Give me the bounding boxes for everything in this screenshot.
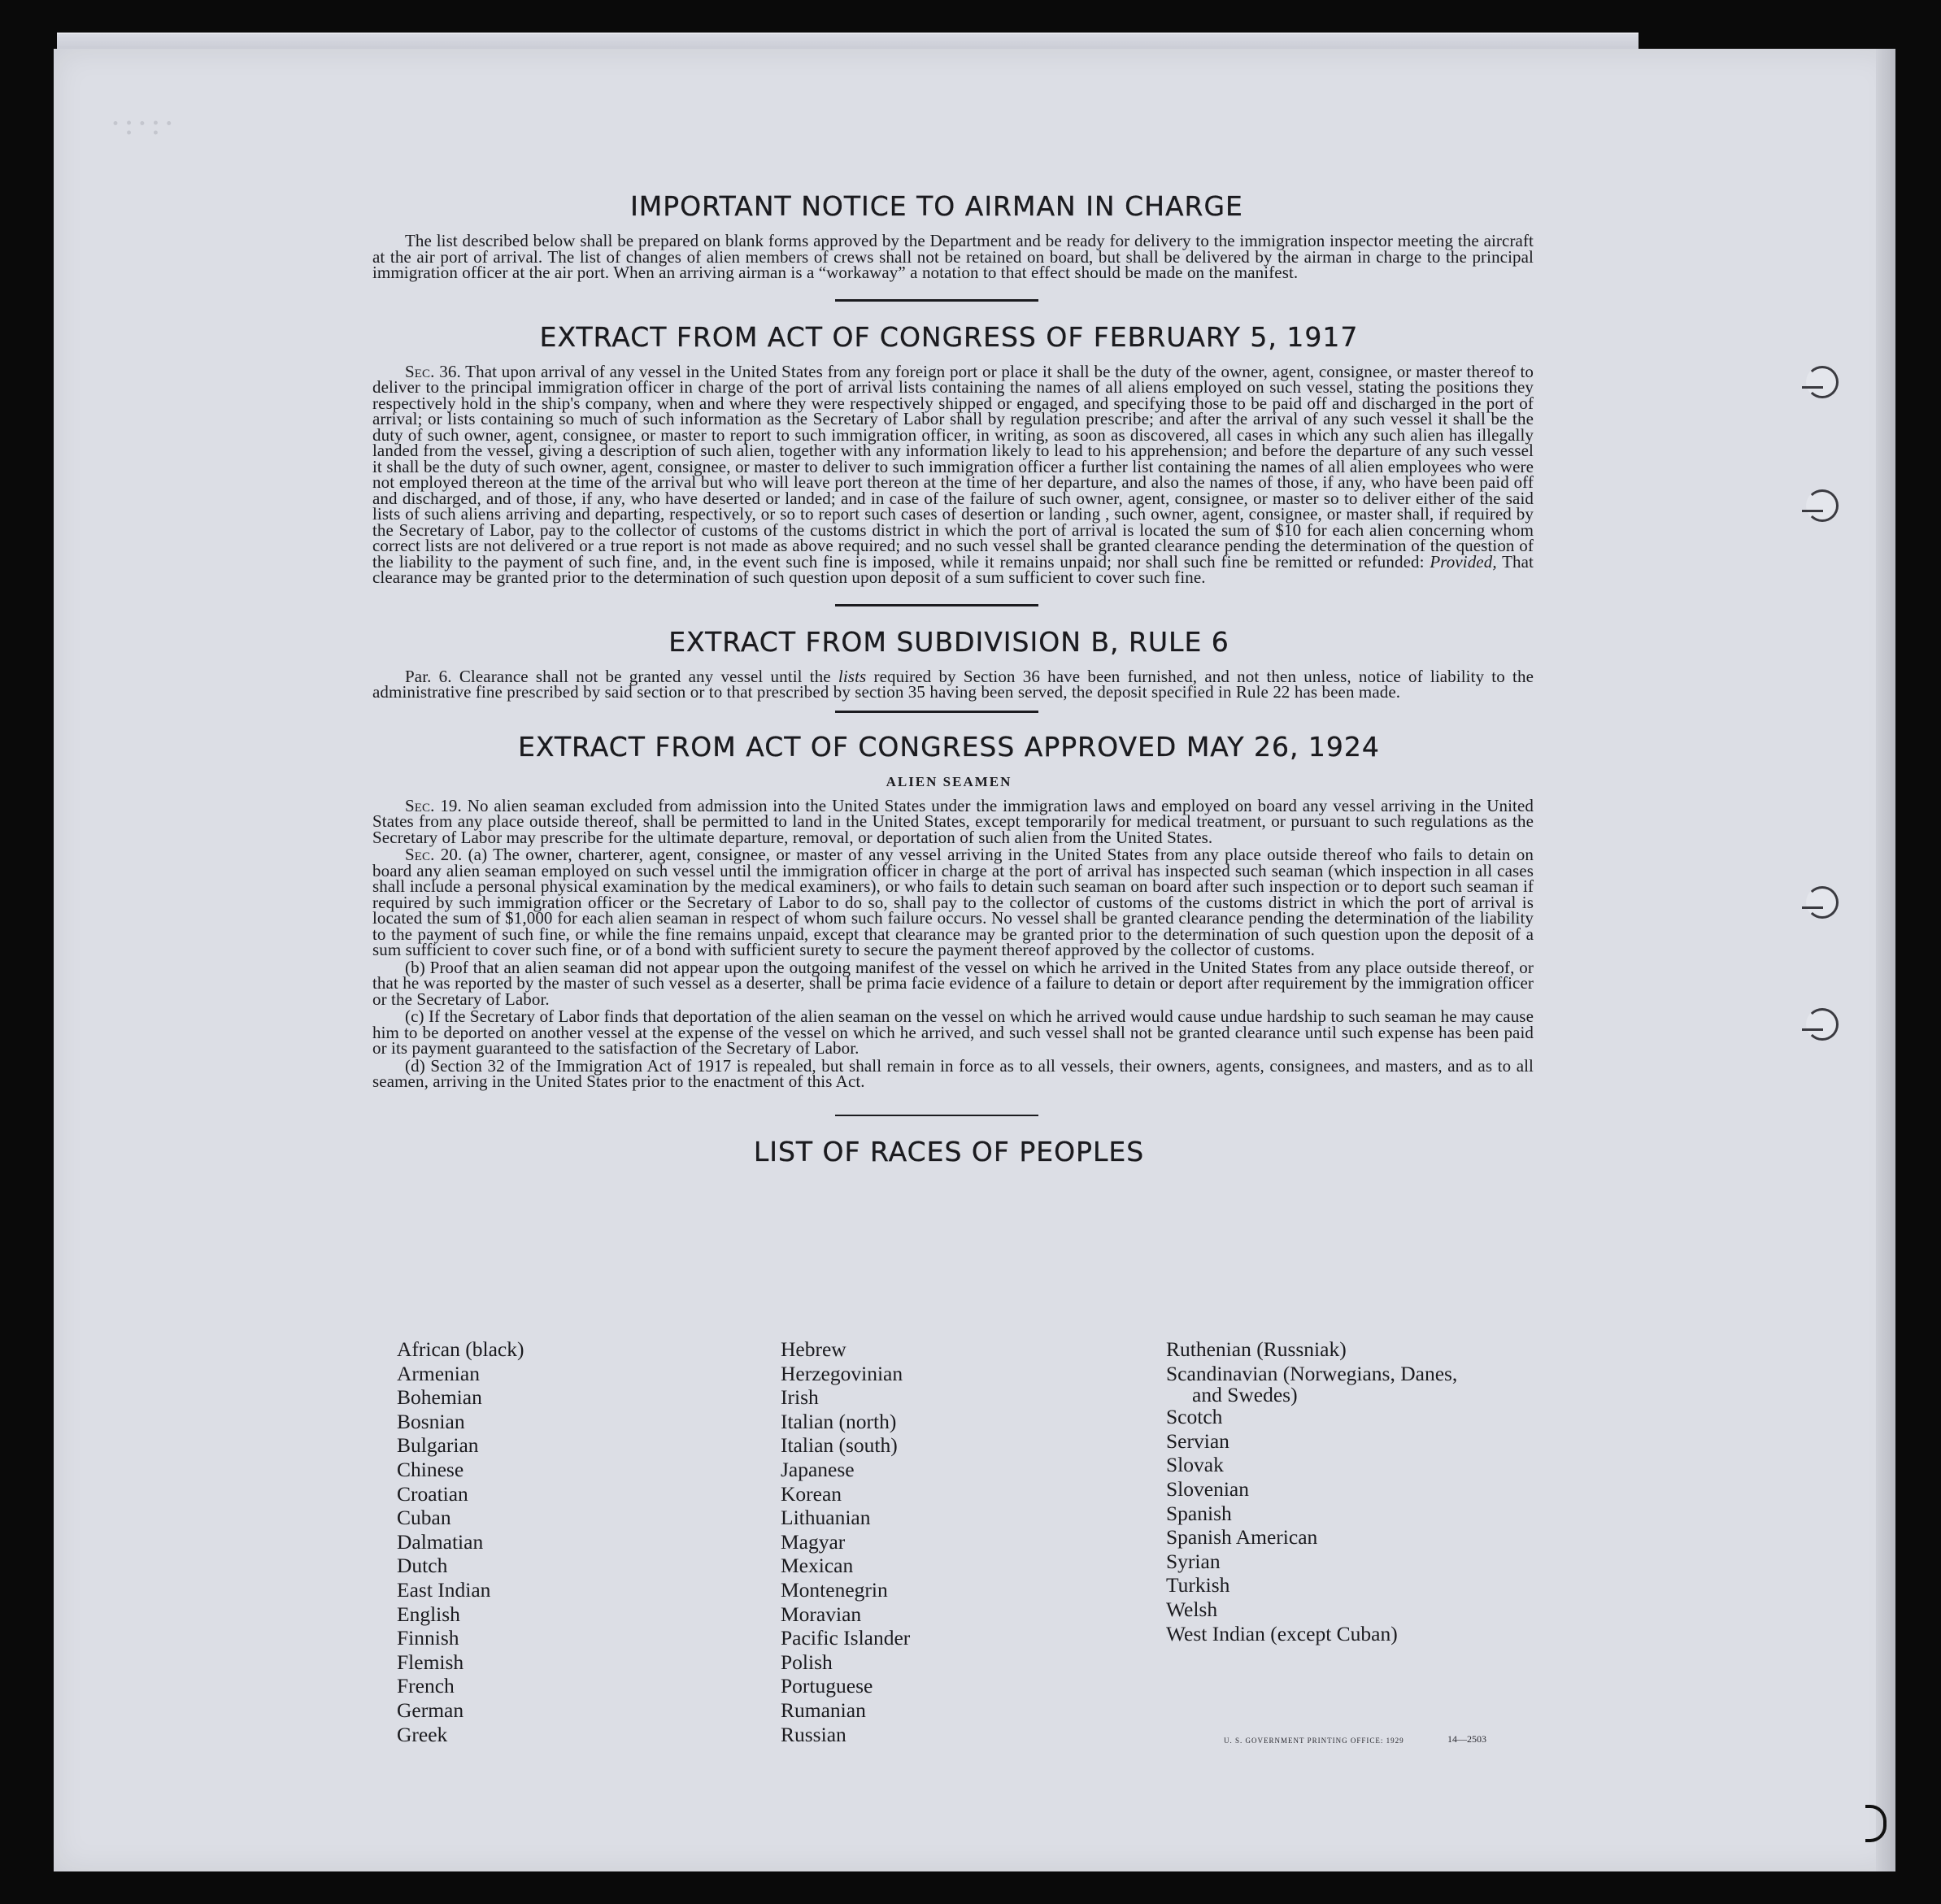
sec-19-label: Sec. 19. [405,795,462,815]
race-item: Greek [397,1722,448,1746]
provided-word: Provided, [1430,551,1497,572]
race-item: Moravian [781,1602,862,1626]
race-item: Slovak [1166,1453,1224,1477]
race-item-continuation: and Swedes) [1192,1383,1298,1407]
par-6-text-end: required by Section 36 have been furnished, and not then unless, notice of liability to the administrative fine prescribed by said section or to that prescribed by section 35 having been served, the deposit specified in Rule 22 has been made. [372,666,1534,702]
act-1917-body [319,361,1555,587]
sec-19-text: No alien seaman excluded from admission into the United States under the immigration laws and employed on board any vessel arriving in the United States from any place outside thereof, shall be permitted to land in the United States, except temporarily for medical treatment, or pursuant to such regulations as the Secretary of Labor may prescribe for the ultimate departure, removal, or deportation of such alien from the United States. [372,795,1534,847]
printing-office-imprint: U. S. GOVERNMENT PRINTING OFFICE: 1929 [1224,1737,1404,1745]
race-item: Montenegrin [781,1577,888,1602]
race-item: Pacific Islander [781,1626,911,1650]
faint-stamp-mark: ·:·:· [111,106,177,141]
rule-6-body [319,666,1555,702]
race-item: Flemish [397,1650,464,1674]
race-item: Cuban [397,1506,451,1530]
race-item: Dalmatian [397,1529,484,1554]
race-item: French [397,1674,455,1698]
sec-36-text: That upon arrival of any vessel in the United States from any foreign port or place it shall be the duty of the owner, agent, consignee, or master thereof to deliver to the principal immigration officer in charge of the port of arrival lists containing the names of all aliens employed on such vessel, stating the positions they respectively hold in the ship's company, when and where they were respectively shipped or engaged, and specifying those to be paid off and discharged in the port of arrival; or lists containing so much of such information as the Secretary of Labor shall by regulation prescribe; and after the arrival of any such vessel it shall be the duty of such owner, agent, consignee, or master to report to such immigration officer, in writing, as soon as discovered, all cases in which any such alien has illegally landed from the vessel, giving a description of such alien, together with any information likely to lead to his apprehension; and before the departure of any such vessel it shall be the duty of such owner, agent, consignee, or master to deliver to such immigration officer a further list containing the names of all alien employees who were not employed thereon at the time of the arrival but who will leave port thereon at the time of her departure, and also the names of those, if any, who have been paid off and discharged, and of those, if any, who have deserted or landed; and in case of the failure of such owner, agent, consignee, or master so to deliver either of the said lists of such aliens arriving and departing, respectively, or so to report such cases of desertion or landing , such owner, agent, consignee, or master shall, if required by the Secretary of Labor, pay to the collector of customs of the customs district in which the port of arrival is located the sum of $10 for each alien concerning whom correct lists are not delivered or a true report is not made as above required; and no such vessel shall be granted clearance pending the determination of the question of the liability to the payment of such fine, and, in the event such fine is imposed, while it remains unpaid; nor shall such fine be remitted or refunded: [372,361,1534,572]
race-item: Lithuanian [781,1506,871,1530]
race-item: Korean [781,1481,842,1506]
race-item: Chinese [397,1457,464,1481]
races-column-1 [397,1337,524,1746]
race-item: Italian (north) [781,1409,897,1433]
notice-body [319,233,1555,281]
sec-36-text-end: That clearance may be granted prior to the determination of such question upon deposit of a sum sufficient to cover such fine. [372,551,1534,587]
race-item: Bulgarian [397,1433,479,1458]
par-6-text: Par. 6. Clearance shall not be granted any vessel until the [405,666,831,686]
rule-6-heading: EXTRACT FROM SUBDIVISION B, RULE 6 [668,625,1229,658]
race-item: Herzegovinian [781,1361,903,1385]
race-item: Scandinavian (Norwegians, Danes, [1166,1361,1458,1385]
binder-hole-2 [1806,489,1839,522]
race-item: Japanese [781,1457,855,1481]
race-item: Armenian [397,1361,480,1385]
races-heading: LIST OF RACES OF PEOPLES [753,1135,1145,1167]
race-item: Mexican [781,1554,854,1578]
section-divider-4 [835,1115,1038,1116]
binder-hole-3 [1806,886,1839,919]
race-item: West Indian (except Cuban) [1166,1621,1398,1645]
race-item: Turkish [1166,1573,1230,1598]
race-item: Hebrew [781,1337,846,1361]
sec-20-label: Sec. 20. [405,845,463,864]
race-item: Italian (south) [781,1433,898,1458]
race-item: Scotch [1166,1405,1223,1429]
sec-20b-text: (b) Proof that an alien seaman did not appear upon the outgoing manifest of the vessel on which he arrived in the United States from any place outside thereof, or that he was reported by the master of such vessel as a deserter, shall be prima facie evidence of a failure to detain or deport after requirement by the immigration officer or the Secretary of Labor. [372,957,1534,1009]
sec-20c-text: (c) If the Secretary of Labor finds that deportation of the alien seaman on the vessel on which he arrived would cause undue hardship to such seaman he may cause him to be deported on another vessel at the expense of the vessel on which he arrived, and such vessel shall not be granted clearance until such expense has been paid or its payment guaranteed to the satisfaction of the Secretary of Labor. [372,1006,1534,1058]
race-item: German [397,1698,464,1722]
binder-hole-4 [1806,1008,1839,1041]
race-item: Portuguese [781,1674,873,1698]
page-edge-shadow [1876,49,1895,1871]
race-item: Magyar [781,1529,846,1554]
race-item: Irish [781,1385,819,1410]
sec-20b-paragraph [372,957,1534,1009]
stacked-sheet-edge [57,33,1639,50]
race-item: Croatian [397,1481,468,1506]
race-item: African (black) [397,1337,524,1361]
race-item: Spanish [1166,1501,1232,1525]
race-item: Ruthenian (Russniak) [1166,1337,1347,1361]
race-item: Dutch [397,1554,448,1578]
race-item: Syrian [1166,1549,1221,1573]
races-column-3 [1166,1337,1457,1645]
race-item: Bohemian [397,1385,482,1410]
lists-word: lists [838,666,867,686]
notice-heading: IMPORTANT NOTICE TO AIRMAN IN CHARGE [630,190,1243,222]
race-item: Bosnian [397,1409,465,1433]
race-item: Servian [1166,1428,1229,1453]
race-item: Finnish [397,1626,459,1650]
sec-36-label: Sec. 36. [405,361,461,381]
alien-seamen-subheading: ALIEN SEAMEN [886,773,1012,789]
section-divider-2 [835,604,1038,606]
notice-text: The list described below shall be prepared on blank forms approved by the Department and be ready for delivery to the immigration inspector meeting the aircraft at the air port of arrival. The list of changes of alien members of crews shall not be retained on board, but shall be delivered by the airman in charge to the principal immigration officer at the air port. When an arriving airman is a “workaway” a notation to that effect should be made on the manifest. [372,231,1534,282]
sec-20d-paragraph [372,1055,1534,1091]
act-1924-heading: EXTRACT FROM ACT OF CONGRESS APPROVED MAY 26, 1924 [518,730,1380,763]
binder-hole-1 [1806,366,1839,398]
form-number: 14—2503 [1447,1733,1486,1745]
race-item: Spanish American [1166,1525,1318,1550]
sec-20a-text: (a) The owner, charterer, agent, consignee, or master of any vessel arriving in the United States from any place outside thereof who fails to detain on board any alien seaman employed on such vessel until the immigration officer in charge at the port of arrival has inspected such seaman (which inspection in all cases shall include a personal physical examination by the medical examiners), or who fails to detain such seaman on board after such inspection or to deport such seaman if required by such immigration officer or the Secretary of Labor to do so, shall pay to the collector of customs of the customs district in which the port of arrival is located the sum of $1,000 for each alien seaman in respect of whom such failure occurs. No vessel shall be granted clearance pending the determination of the liability to the payment of such fine, or while the fine remains unpaid, except that clearance may be granted prior to the determination of such question upon the deposit of a sum sufficient to cover such fine, or of a bond with sufficient surety to secure the payment thereof approved by the collector of customs. [372,845,1534,959]
sec-20a-paragraph [372,847,1534,959]
document-content [319,138,1555,1179]
race-item: Rumanian [781,1698,866,1722]
act-1917-heading: EXTRACT FROM ACT OF CONGRESS OF FEBRUARY 5, 1917 [539,320,1359,353]
section-divider-3 [835,711,1038,713]
races-column-2 [781,1337,910,1746]
sec-20d-text: (d) Section 32 of the Immigration Act of 1917 is repealed, but shall remain in force as to all vessels, their owners, agents, consignees, and masters, and as to all seamen, arriving in the United States prior to the enactment of this Act. [372,1055,1534,1091]
race-item: Slovenian [1166,1476,1249,1501]
sec-20c-paragraph [372,1006,1534,1058]
act-1924-body [319,795,1555,1091]
race-item: East Indian [397,1577,491,1602]
race-item: Welsh [1166,1597,1218,1621]
section-divider-1 [835,299,1038,302]
race-item: Polish [781,1650,833,1674]
sec-19-paragraph [372,795,1534,847]
race-item: Russian [781,1722,846,1746]
race-item: English [397,1602,460,1626]
